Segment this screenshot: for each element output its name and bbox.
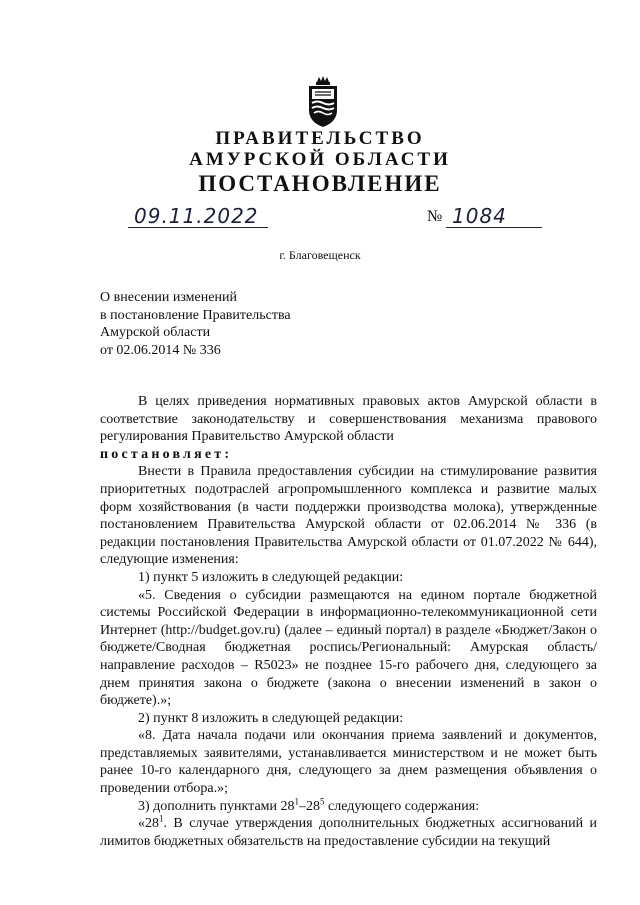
document-type: ПОСТАНОВЛЕНИЕ — [198, 171, 442, 196]
amendment-item-2-text: «8. Дата начала подачи или окончания приема заявлений и документов, представляемых заявителями, устанавливается министерством и не может быть ранее 10-го календарного дня, следующего за днем размещения объявления о проведении отбора.»; — [100, 728, 597, 797]
amendment-item-3-text: «$28^1$. В случае утверждения дополнительных бюджетных ассигнований и лимитов бюджетных обязательств на предоставление субсидии на текущий — [100, 813, 597, 849]
city-name: г. Благовещенск — [279, 248, 361, 262]
government-name-line1: ПРАВИТЕЛЬСТВО — [215, 128, 425, 149]
coat-of-arms-icon — [303, 76, 343, 128]
government-name-line2: АМУРСКОЙ ОБЛАСТИ — [189, 149, 451, 170]
document-subject — [100, 289, 291, 359]
document-date: 09.11.2022 — [134, 204, 259, 228]
document-number: 1084 — [452, 204, 507, 228]
document-body — [100, 393, 597, 850]
amendment-item-1-text: «5. Сведения о субсидии размещаются на едином портале бюджетной системы Российской Федерации в информационно-телекоммуникационной сети Интернет (http://budget.gov.ru) (далее – единый портал) в разделе «Бюджет/Закон о бюджете/Сводная бюджетная роспись/Региональный: Амурская область/направление расходов – R5023» не позднее 15-го рабочего дня, следующего за днем принятия закона о бюджете (закона о внесении изменений в закон о бюджете).»; — [100, 587, 597, 709]
date-underline — [128, 227, 268, 228]
amendment-item-2: 2) пункт 8 изложить в следующей редакции: — [138, 710, 404, 726]
document-number-field — [446, 204, 542, 230]
subject-line: в постановление Правительства — [100, 307, 291, 323]
subject-line: Амурской области — [100, 325, 211, 340]
subject-line: О внесении изменений — [100, 290, 237, 305]
amendment-item-3: 3) дополнить пунктами $28^1-28^5$ следующего содержания: — [138, 796, 480, 814]
number-underline — [446, 227, 542, 228]
intro-paragraph: В целях приведения нормативных правовых актов Амурской области в соответствие законодательству и совершенствования механизма правового регулирования Правительство Амурской области — [100, 394, 597, 445]
decree-word: постановляет: — [100, 446, 233, 462]
document-date-field — [128, 204, 268, 230]
amendment-item-1: 1) пункт 5 изложить в следующей редакции: — [138, 569, 404, 585]
main-paragraph: Внести в Правила предоставления субсидии на стимулирование развития приоритетных подотраслей агропромышленного комплекса и развитие малых форм хозяйствования (в части поддержки производства молока), утвержденные постановлением Правительства Амурской области от 02.06.2014 № 336 (в редакции постановления Правительства Амурской области от 01.07.2022 № 644), следующие изменения: — [100, 464, 597, 568]
subject-line: от 02.06.2014 № 336 — [100, 342, 221, 358]
number-label: № — [427, 208, 443, 225]
